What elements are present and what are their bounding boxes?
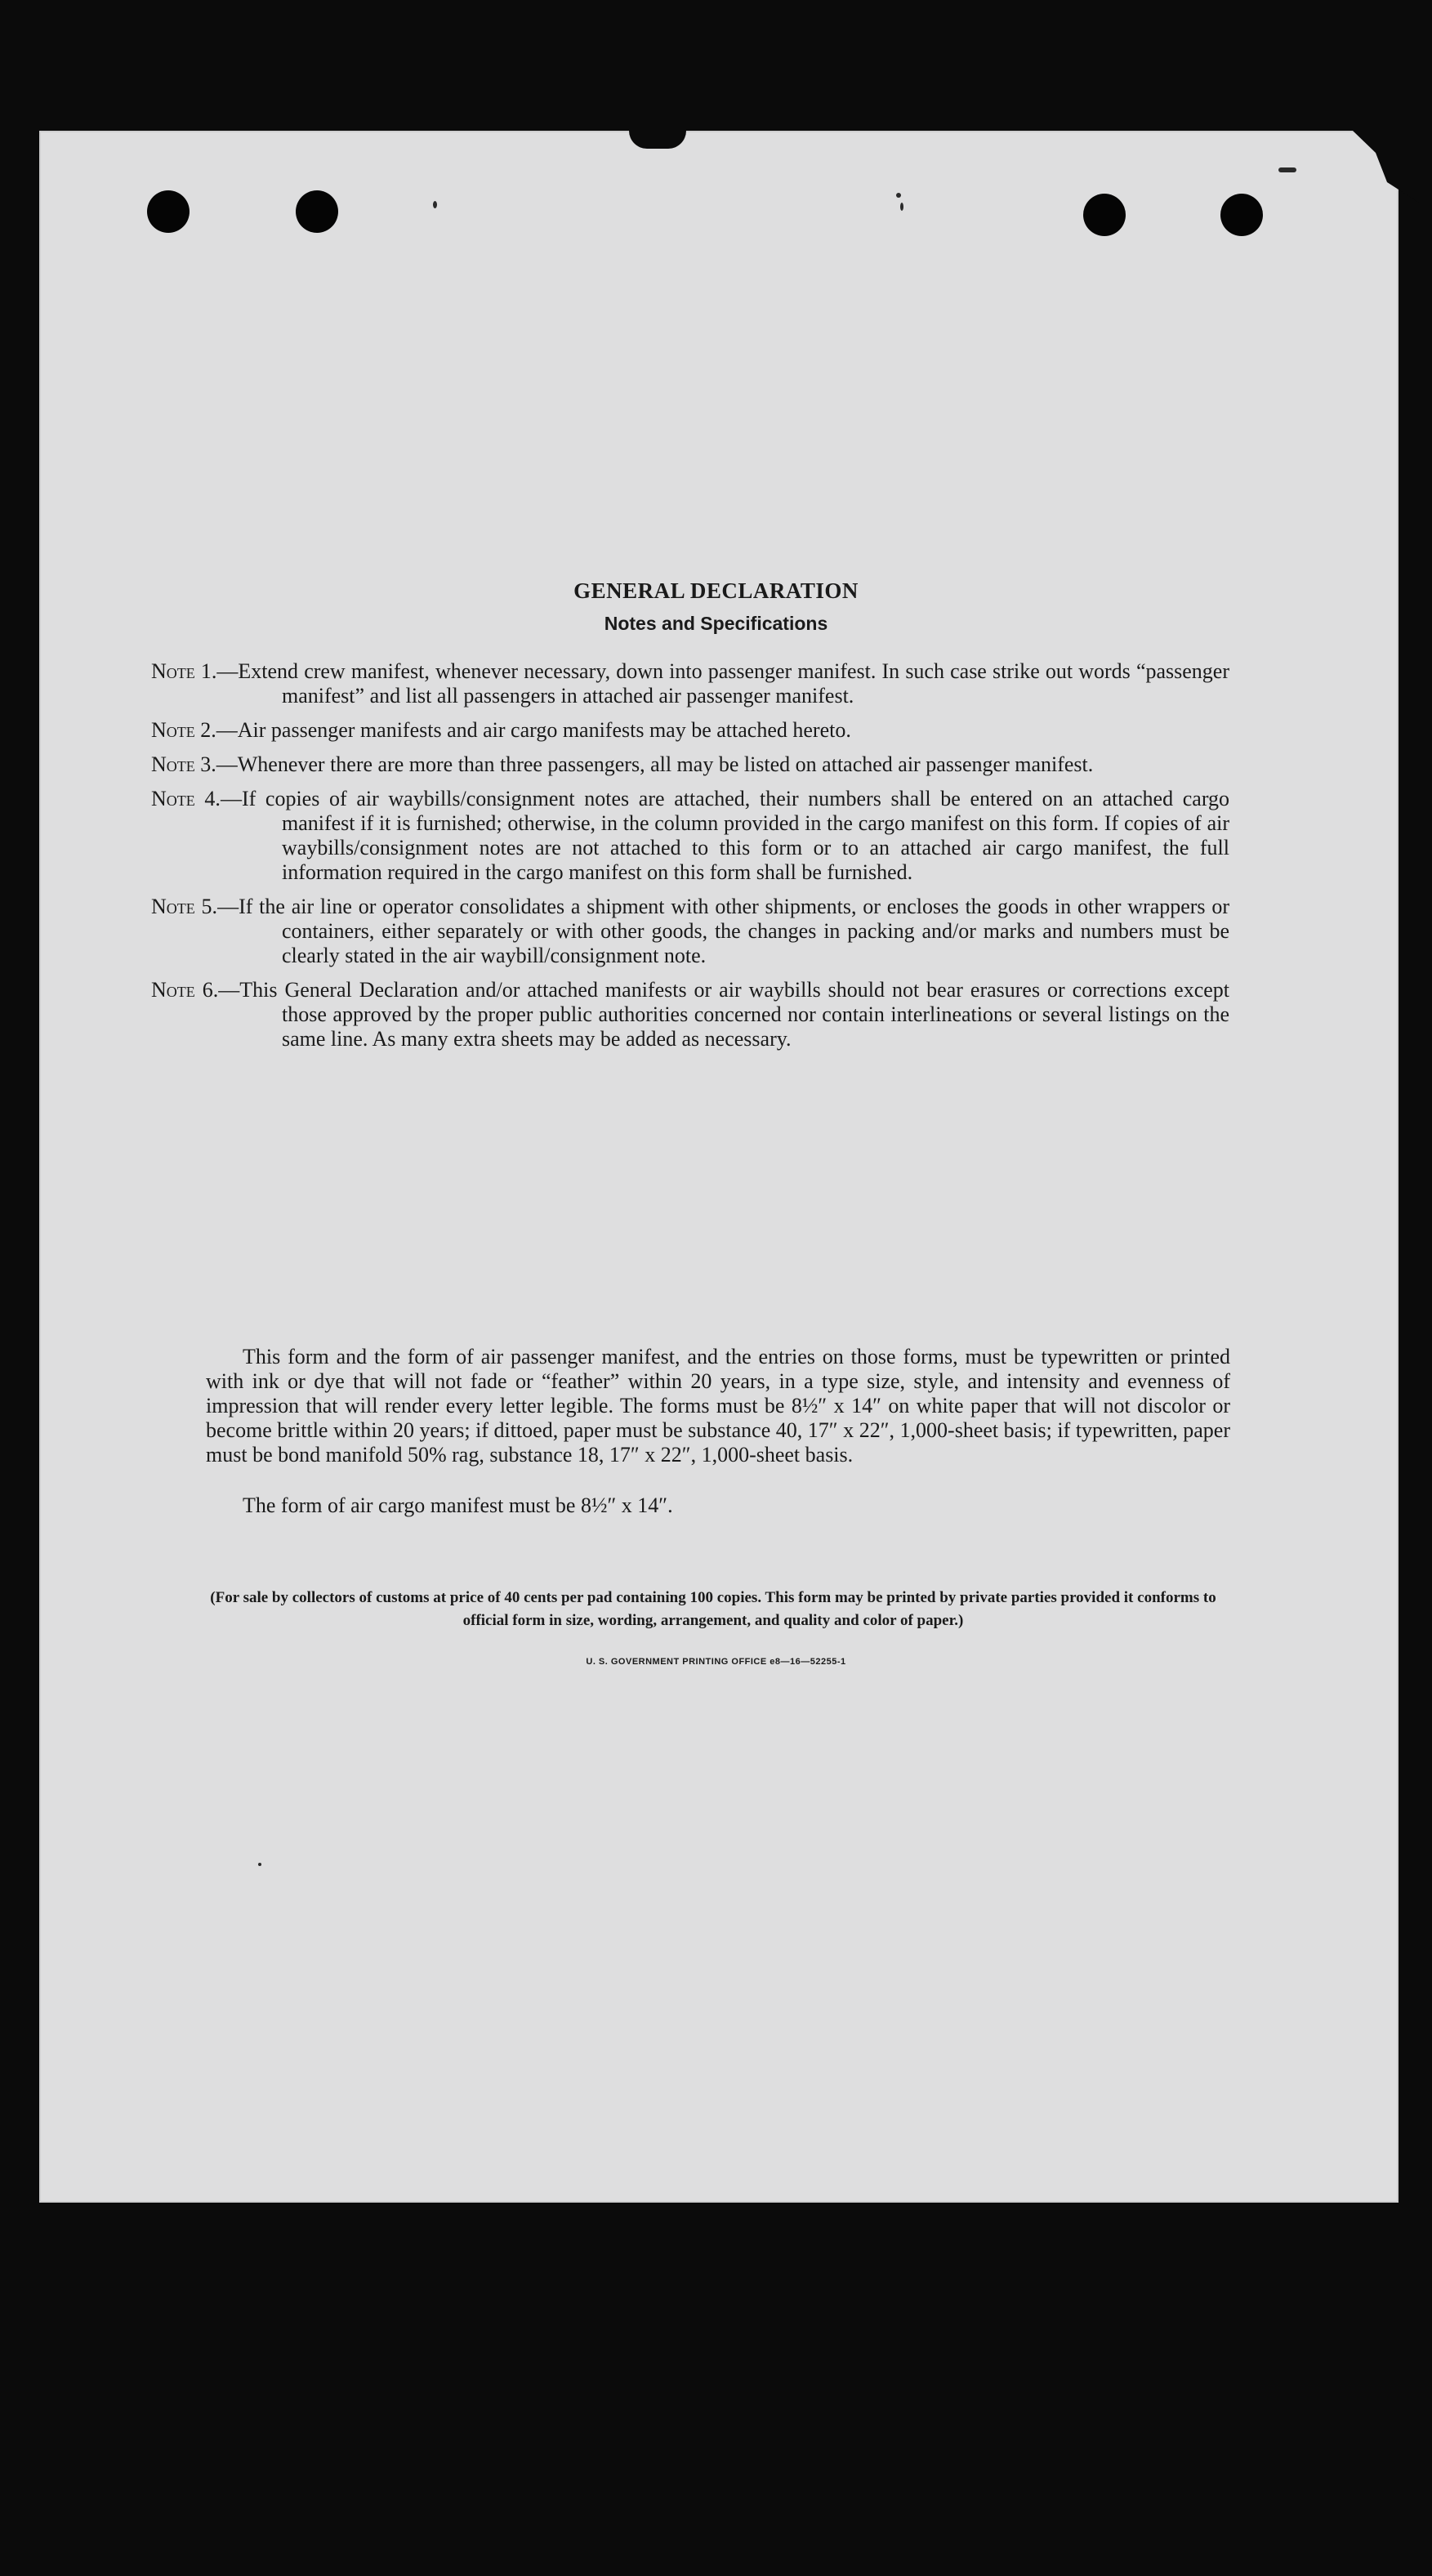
notes-list	[151, 659, 1229, 1061]
note-text: —If the air line or operator consolidates a shipment with other shipments, or encloses the goods in other wrappers or containers, either separately or with other goods, the changes in packing and/or marks and numbers must be clearly stated in the air waybill/consignment note.	[217, 895, 1229, 967]
note-2	[151, 718, 1229, 743]
note-label: Note 3.	[151, 752, 216, 776]
note-text: —If copies of air waybills/consignment notes are attached, their numbers shall be entered on an attached cargo manifest if it is furnished; otherwise, in the column provided in the cargo manifest on this form. If copies of air waybills/consignment notes are not attached to this form or to an attached air cargo manifest, the full information required in the cargo manifest on this form shall be furnished.	[220, 787, 1230, 884]
note-text: —Whenever there are more than three passengers, all may be listed on attached air passenger manifest.	[216, 752, 1094, 776]
note-text: —This General Declaration and/or attached manifests or air waybills should not bear erasures or corrections except those approved by the proper public authorities concerned nor contain interlineations or several listings on the same line. As many extra sheets may be added as necessary.	[218, 978, 1230, 1051]
note-1	[151, 659, 1229, 708]
document-title: GENERAL DECLARATION	[573, 578, 859, 603]
note-4	[151, 787, 1229, 885]
note-text: —Extend crew manifest, whenever necessary, down into passenger manifest. In such case strike out words “passenger manifest” and list all passengers in attached air passenger manifest.	[216, 659, 1229, 708]
note-5	[151, 895, 1229, 968]
note-label: Note 4.	[151, 787, 221, 810]
specifications-paragraph: This form and the form of air passenger manifest, and the entries on those forms, must be typewritten or printed with ink or dye that will not fade or “feather” within 20 years, in a type size, style, and intensity and evenness of impression that will render every letter legible. The forms must be 8½″ x 14″ on white paper that will not discolor or become brittle within 20 years; if dittoed, paper must be substance 40, 17″ x 22″, 1,000-sheet basis; if typewritten, paper must be bond manifold 50% rag, substance 18, 17″ x 22″, 1,000-sheet basis.	[206, 1345, 1230, 1467]
note-text: —Air passenger manifests and air cargo manifests may be attached hereto.	[216, 718, 851, 742]
note-label: Note 2.	[151, 718, 216, 742]
note-label: Note 6.	[151, 978, 219, 1002]
printer-imprint: U. S. GOVERNMENT PRINTING OFFICE e8—16—52255-1	[586, 1657, 846, 1667]
document-subtitle: Notes and Specifications	[604, 613, 828, 634]
note-3	[151, 752, 1229, 777]
note-label: Note 5.	[151, 895, 218, 918]
note-6	[151, 978, 1229, 1051]
sale-notice: (For sale by collectors of customs at price of 40 cents per pad containing 100 copies. This form may be printed by private parties provided it conforms to official form in size, wording, arrangement, and quality and color of paper.)	[210, 1589, 1216, 1629]
note-label: Note 1.	[151, 659, 217, 683]
cargo-manifest-size-paragraph: The form of air cargo manifest must be 8½″ x 14″.	[243, 1493, 673, 1517]
